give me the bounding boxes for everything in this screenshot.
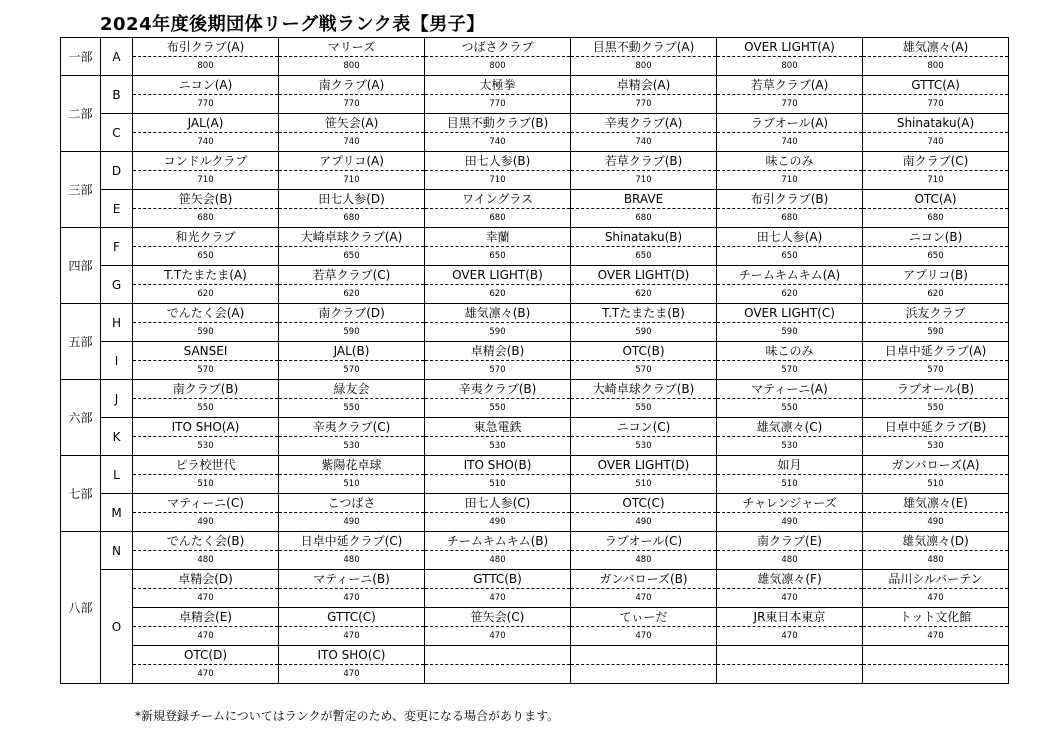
team-points: 650 xyxy=(425,247,571,266)
team-name: 日卓中延クラブ(C) xyxy=(279,532,425,551)
team-row xyxy=(61,266,1009,285)
team-row xyxy=(61,608,1009,627)
team-points: 470 xyxy=(863,589,1009,608)
team-name: てぃーだ xyxy=(571,608,717,627)
team-name: マティーニ(A) xyxy=(717,380,863,399)
team-name: OVER LIGHT(C) xyxy=(717,304,863,323)
team-points: 490 xyxy=(717,513,863,532)
division-label: 四部 xyxy=(61,228,101,304)
team-name: 雄気凛々(A) xyxy=(863,38,1009,57)
points-row xyxy=(61,323,1009,342)
rank-table xyxy=(60,37,1009,684)
team-points: 530 xyxy=(133,437,279,456)
team-points: 800 xyxy=(279,57,425,76)
division-label: 三部 xyxy=(61,152,101,228)
team-points: 470 xyxy=(133,589,279,608)
group-label: D xyxy=(101,152,133,190)
team-row xyxy=(61,380,1009,399)
group-label: I xyxy=(101,342,133,380)
team-points: 620 xyxy=(717,285,863,304)
team-points xyxy=(425,665,571,684)
points-row xyxy=(61,437,1009,456)
team-name: 品川シルバーテン xyxy=(863,570,1009,589)
team-points: 740 xyxy=(425,133,571,152)
team-points: 590 xyxy=(425,323,571,342)
team-name: T.Tたまたま(B) xyxy=(571,304,717,323)
points-row xyxy=(61,665,1009,684)
team-name: 笹矢会(C) xyxy=(425,608,571,627)
team-row xyxy=(61,418,1009,437)
division-label: 八部 xyxy=(61,532,101,684)
team-points: 620 xyxy=(279,285,425,304)
team-name: ラブオール(A) xyxy=(717,114,863,133)
team-name: ニコン(B) xyxy=(863,228,1009,247)
group-label: N xyxy=(101,532,133,570)
points-row xyxy=(61,551,1009,570)
team-name: Shinataku(B) xyxy=(571,228,717,247)
team-name: アプリコ(A) xyxy=(279,152,425,171)
team-points: 480 xyxy=(571,551,717,570)
team-name: ワイングラス xyxy=(425,190,571,209)
team-name: 辛夷クラブ(B) xyxy=(425,380,571,399)
team-points: 680 xyxy=(279,209,425,228)
team-points: 740 xyxy=(863,133,1009,152)
team-points: 550 xyxy=(863,399,1009,418)
team-name: SANSEI xyxy=(133,342,279,361)
team-name: OTC(B) xyxy=(571,342,717,361)
group-label: E xyxy=(101,190,133,228)
team-points: 650 xyxy=(133,247,279,266)
team-points: 650 xyxy=(863,247,1009,266)
team-points: 620 xyxy=(133,285,279,304)
team-points: 510 xyxy=(717,475,863,494)
team-points xyxy=(571,665,717,684)
team-name: JAL(A) xyxy=(133,114,279,133)
team-name xyxy=(571,646,717,665)
team-name: アプリコ(B) xyxy=(863,266,1009,285)
team-points: 590 xyxy=(717,323,863,342)
points-row xyxy=(61,171,1009,190)
group-label: M xyxy=(101,494,133,532)
team-name: ピラ校世代 xyxy=(133,456,279,475)
team-name: チームキムキム(B) xyxy=(425,532,571,551)
team-points: 470 xyxy=(425,627,571,646)
team-row xyxy=(61,532,1009,551)
team-points: 710 xyxy=(425,171,571,190)
group-label: A xyxy=(101,38,133,76)
team-row xyxy=(61,152,1009,171)
team-points: 590 xyxy=(279,323,425,342)
team-name: でんたく会(A) xyxy=(133,304,279,323)
team-row xyxy=(61,456,1009,475)
team-name: 雄気凛々(C) xyxy=(717,418,863,437)
team-points: 480 xyxy=(279,551,425,570)
team-name: 卓精会(E) xyxy=(133,608,279,627)
team-points: 530 xyxy=(717,437,863,456)
page-title: 2024年度後期団体リーグ戦ランク表【男子】 xyxy=(100,14,485,35)
team-points: 590 xyxy=(133,323,279,342)
team-name: マリーズ xyxy=(279,38,425,57)
team-name: コンドルクラブ xyxy=(133,152,279,171)
team-name: 若草クラブ(B) xyxy=(571,152,717,171)
points-row xyxy=(61,285,1009,304)
team-points: 680 xyxy=(133,209,279,228)
team-name: 紫陽花卓球 xyxy=(279,456,425,475)
team-name: でんたく会(B) xyxy=(133,532,279,551)
team-points: 770 xyxy=(571,95,717,114)
team-points: 510 xyxy=(863,475,1009,494)
team-name: 雄気凛々(D) xyxy=(863,532,1009,551)
group-label: K xyxy=(101,418,133,456)
group-label: H xyxy=(101,304,133,342)
team-name: 太極拳 xyxy=(425,76,571,95)
rank-table-body xyxy=(61,38,1009,684)
team-points: 480 xyxy=(425,551,571,570)
team-name: ガンバローズ(A) xyxy=(863,456,1009,475)
team-points: 510 xyxy=(279,475,425,494)
team-points: 570 xyxy=(863,361,1009,380)
team-name: チームキムキム(A) xyxy=(717,266,863,285)
team-name: ニコン(A) xyxy=(133,76,279,95)
team-points: 470 xyxy=(571,627,717,646)
team-points: 470 xyxy=(863,627,1009,646)
team-points: 740 xyxy=(133,133,279,152)
team-row xyxy=(61,114,1009,133)
team-points: 680 xyxy=(717,209,863,228)
team-points: 470 xyxy=(717,627,863,646)
team-points: 620 xyxy=(571,285,717,304)
team-name: 辛夷クラブ(C) xyxy=(279,418,425,437)
team-points: 590 xyxy=(571,323,717,342)
team-row xyxy=(61,342,1009,361)
team-points: 800 xyxy=(571,57,717,76)
team-name: 味このみ xyxy=(717,152,863,171)
team-points: 530 xyxy=(279,437,425,456)
team-points: 740 xyxy=(571,133,717,152)
team-name: OVER LIGHT(B) xyxy=(425,266,571,285)
team-name: 南クラブ(E) xyxy=(717,532,863,551)
team-name: ガンバローズ(B) xyxy=(571,570,717,589)
team-name: 雄気凛々(E) xyxy=(863,494,1009,513)
team-points: 490 xyxy=(571,513,717,532)
team-name: 卓精会(D) xyxy=(133,570,279,589)
group-label: B xyxy=(101,76,133,114)
group-label: C xyxy=(101,114,133,152)
team-name: 南クラブ(C) xyxy=(863,152,1009,171)
team-points xyxy=(863,665,1009,684)
team-points: 650 xyxy=(571,247,717,266)
team-points: 770 xyxy=(717,95,863,114)
team-name: 日卓中延クラブ(A) xyxy=(863,342,1009,361)
team-name: GTTC(B) xyxy=(425,570,571,589)
points-row xyxy=(61,361,1009,380)
team-points: 530 xyxy=(863,437,1009,456)
team-name: チャレンジャーズ xyxy=(717,494,863,513)
team-name: ITO SHO(B) xyxy=(425,456,571,475)
team-name: 味このみ xyxy=(717,342,863,361)
team-points: 470 xyxy=(717,589,863,608)
team-name: 如月 xyxy=(717,456,863,475)
team-points: 710 xyxy=(133,171,279,190)
team-row xyxy=(61,228,1009,247)
team-points: 510 xyxy=(425,475,571,494)
group-label: L xyxy=(101,456,133,494)
team-name: OTC(A) xyxy=(863,190,1009,209)
team-points: 800 xyxy=(425,57,571,76)
team-points: 570 xyxy=(133,361,279,380)
team-points: 770 xyxy=(863,95,1009,114)
points-row xyxy=(61,475,1009,494)
team-points: 490 xyxy=(863,513,1009,532)
team-row xyxy=(61,304,1009,323)
points-row xyxy=(61,627,1009,646)
team-name: ラブオール(B) xyxy=(863,380,1009,399)
team-points: 530 xyxy=(425,437,571,456)
team-name: 南クラブ(A) xyxy=(279,76,425,95)
team-points: 550 xyxy=(279,399,425,418)
division-label: 五部 xyxy=(61,304,101,380)
team-points: 550 xyxy=(571,399,717,418)
team-name xyxy=(425,646,571,665)
team-row xyxy=(61,190,1009,209)
team-name: 幸蘭 xyxy=(425,228,571,247)
points-row xyxy=(61,95,1009,114)
team-points: 470 xyxy=(425,589,571,608)
team-points: 650 xyxy=(717,247,863,266)
group-label: G xyxy=(101,266,133,304)
team-points: 490 xyxy=(279,513,425,532)
team-name: OTC(C) xyxy=(571,494,717,513)
team-points: 740 xyxy=(717,133,863,152)
team-name: 卓精会(B) xyxy=(425,342,571,361)
team-points: 770 xyxy=(279,95,425,114)
team-points: 710 xyxy=(717,171,863,190)
team-name: GTTC(C) xyxy=(279,608,425,627)
team-points: 770 xyxy=(133,95,279,114)
team-row xyxy=(61,570,1009,589)
team-name: JAL(B) xyxy=(279,342,425,361)
team-points xyxy=(717,665,863,684)
team-points: 550 xyxy=(133,399,279,418)
team-name: 若草クラブ(C) xyxy=(279,266,425,285)
points-row xyxy=(61,399,1009,418)
team-row xyxy=(61,38,1009,57)
division-label: 六部 xyxy=(61,380,101,456)
team-name: 雄気凛々(F) xyxy=(717,570,863,589)
team-name: 緑友会 xyxy=(279,380,425,399)
team-row xyxy=(61,76,1009,95)
team-points: 480 xyxy=(133,551,279,570)
team-name: こつばさ xyxy=(279,494,425,513)
team-name: 南クラブ(D) xyxy=(279,304,425,323)
team-name: 田七人参(B) xyxy=(425,152,571,171)
team-name: 笹矢会(B) xyxy=(133,190,279,209)
team-points: 480 xyxy=(863,551,1009,570)
team-points: 620 xyxy=(863,285,1009,304)
points-row xyxy=(61,209,1009,228)
team-points: 680 xyxy=(425,209,571,228)
team-points: 470 xyxy=(279,589,425,608)
team-name: 目黒不動クラブ(A) xyxy=(571,38,717,57)
team-name: OVER LIGHT(D) xyxy=(571,266,717,285)
team-name: 雄気凛々(B) xyxy=(425,304,571,323)
team-points: 650 xyxy=(279,247,425,266)
points-row xyxy=(61,57,1009,76)
team-name: マティーニ(C) xyxy=(133,494,279,513)
team-name: GTTC(A) xyxy=(863,76,1009,95)
team-points: 570 xyxy=(571,361,717,380)
team-name xyxy=(717,646,863,665)
group-label: F xyxy=(101,228,133,266)
team-points: 550 xyxy=(425,399,571,418)
team-row xyxy=(61,646,1009,665)
team-points: 470 xyxy=(279,665,425,684)
group-label: J xyxy=(101,380,133,418)
team-name: マティーニ(B) xyxy=(279,570,425,589)
division-label: 七部 xyxy=(61,456,101,532)
team-name: 卓精会(A) xyxy=(571,76,717,95)
team-points: 510 xyxy=(571,475,717,494)
team-name: 大崎卓球クラブ(A) xyxy=(279,228,425,247)
team-points: 480 xyxy=(717,551,863,570)
team-name: つばさクラブ xyxy=(425,38,571,57)
points-row xyxy=(61,133,1009,152)
team-points: 490 xyxy=(425,513,571,532)
team-points: 470 xyxy=(571,589,717,608)
team-points: 770 xyxy=(425,95,571,114)
team-name: 布引クラブ(B) xyxy=(717,190,863,209)
team-points: 510 xyxy=(133,475,279,494)
team-name: 東急電鉄 xyxy=(425,418,571,437)
team-points: 680 xyxy=(571,209,717,228)
team-name: ITO SHO(A) xyxy=(133,418,279,437)
team-points: 710 xyxy=(571,171,717,190)
team-name: 日卓中延クラブ(B) xyxy=(863,418,1009,437)
team-name: 笹矢会(A) xyxy=(279,114,425,133)
team-name: 大崎卓球クラブ(B) xyxy=(571,380,717,399)
team-name: OVER LIGHT(A) xyxy=(717,38,863,57)
team-points: 800 xyxy=(133,57,279,76)
team-points: 740 xyxy=(279,133,425,152)
team-points: 570 xyxy=(425,361,571,380)
team-points: 470 xyxy=(279,627,425,646)
team-points: 550 xyxy=(717,399,863,418)
team-name: 辛夷クラブ(A) xyxy=(571,114,717,133)
points-row xyxy=(61,513,1009,532)
team-name: OTC(D) xyxy=(133,646,279,665)
team-name: 目黒不動クラブ(B) xyxy=(425,114,571,133)
team-name: 布引クラブ(A) xyxy=(133,38,279,57)
team-points: 530 xyxy=(571,437,717,456)
team-points: 680 xyxy=(863,209,1009,228)
division-label: 二部 xyxy=(61,76,101,152)
team-points: 470 xyxy=(133,665,279,684)
team-points: 570 xyxy=(717,361,863,380)
team-name: ラブオール(C) xyxy=(571,532,717,551)
team-points: 710 xyxy=(279,171,425,190)
team-points: 490 xyxy=(133,513,279,532)
team-name: T.Tたまたま(A) xyxy=(133,266,279,285)
division-label: 一部 xyxy=(61,38,101,76)
team-points: 470 xyxy=(133,627,279,646)
team-name: ITO SHO(C) xyxy=(279,646,425,665)
team-points: 570 xyxy=(279,361,425,380)
team-name: JR東日本東京 xyxy=(717,608,863,627)
team-row xyxy=(61,494,1009,513)
points-row xyxy=(61,247,1009,266)
team-points: 800 xyxy=(717,57,863,76)
team-name: 浜友クラブ xyxy=(863,304,1009,323)
team-points: 620 xyxy=(425,285,571,304)
team-name: 和光クラブ xyxy=(133,228,279,247)
team-name: ニコン(C) xyxy=(571,418,717,437)
team-name: BRAVE xyxy=(571,190,717,209)
group-label: O xyxy=(101,570,133,684)
team-points: 710 xyxy=(863,171,1009,190)
points-row xyxy=(61,589,1009,608)
team-name: 田七人参(C) xyxy=(425,494,571,513)
team-name: トット文化館 xyxy=(863,608,1009,627)
footnote: *新規登録チームについてはランクが暫定のため、変更になる場合があります。 xyxy=(135,709,560,723)
team-name: OVER LIGHT(D) xyxy=(571,456,717,475)
team-points: 800 xyxy=(863,57,1009,76)
team-points: 590 xyxy=(863,323,1009,342)
team-name: 南クラブ(B) xyxy=(133,380,279,399)
team-name: 田七人参(A) xyxy=(717,228,863,247)
team-name: 田七人参(D) xyxy=(279,190,425,209)
team-name: Shinataku(A) xyxy=(863,114,1009,133)
team-name xyxy=(863,646,1009,665)
team-name: 若草クラブ(A) xyxy=(717,76,863,95)
